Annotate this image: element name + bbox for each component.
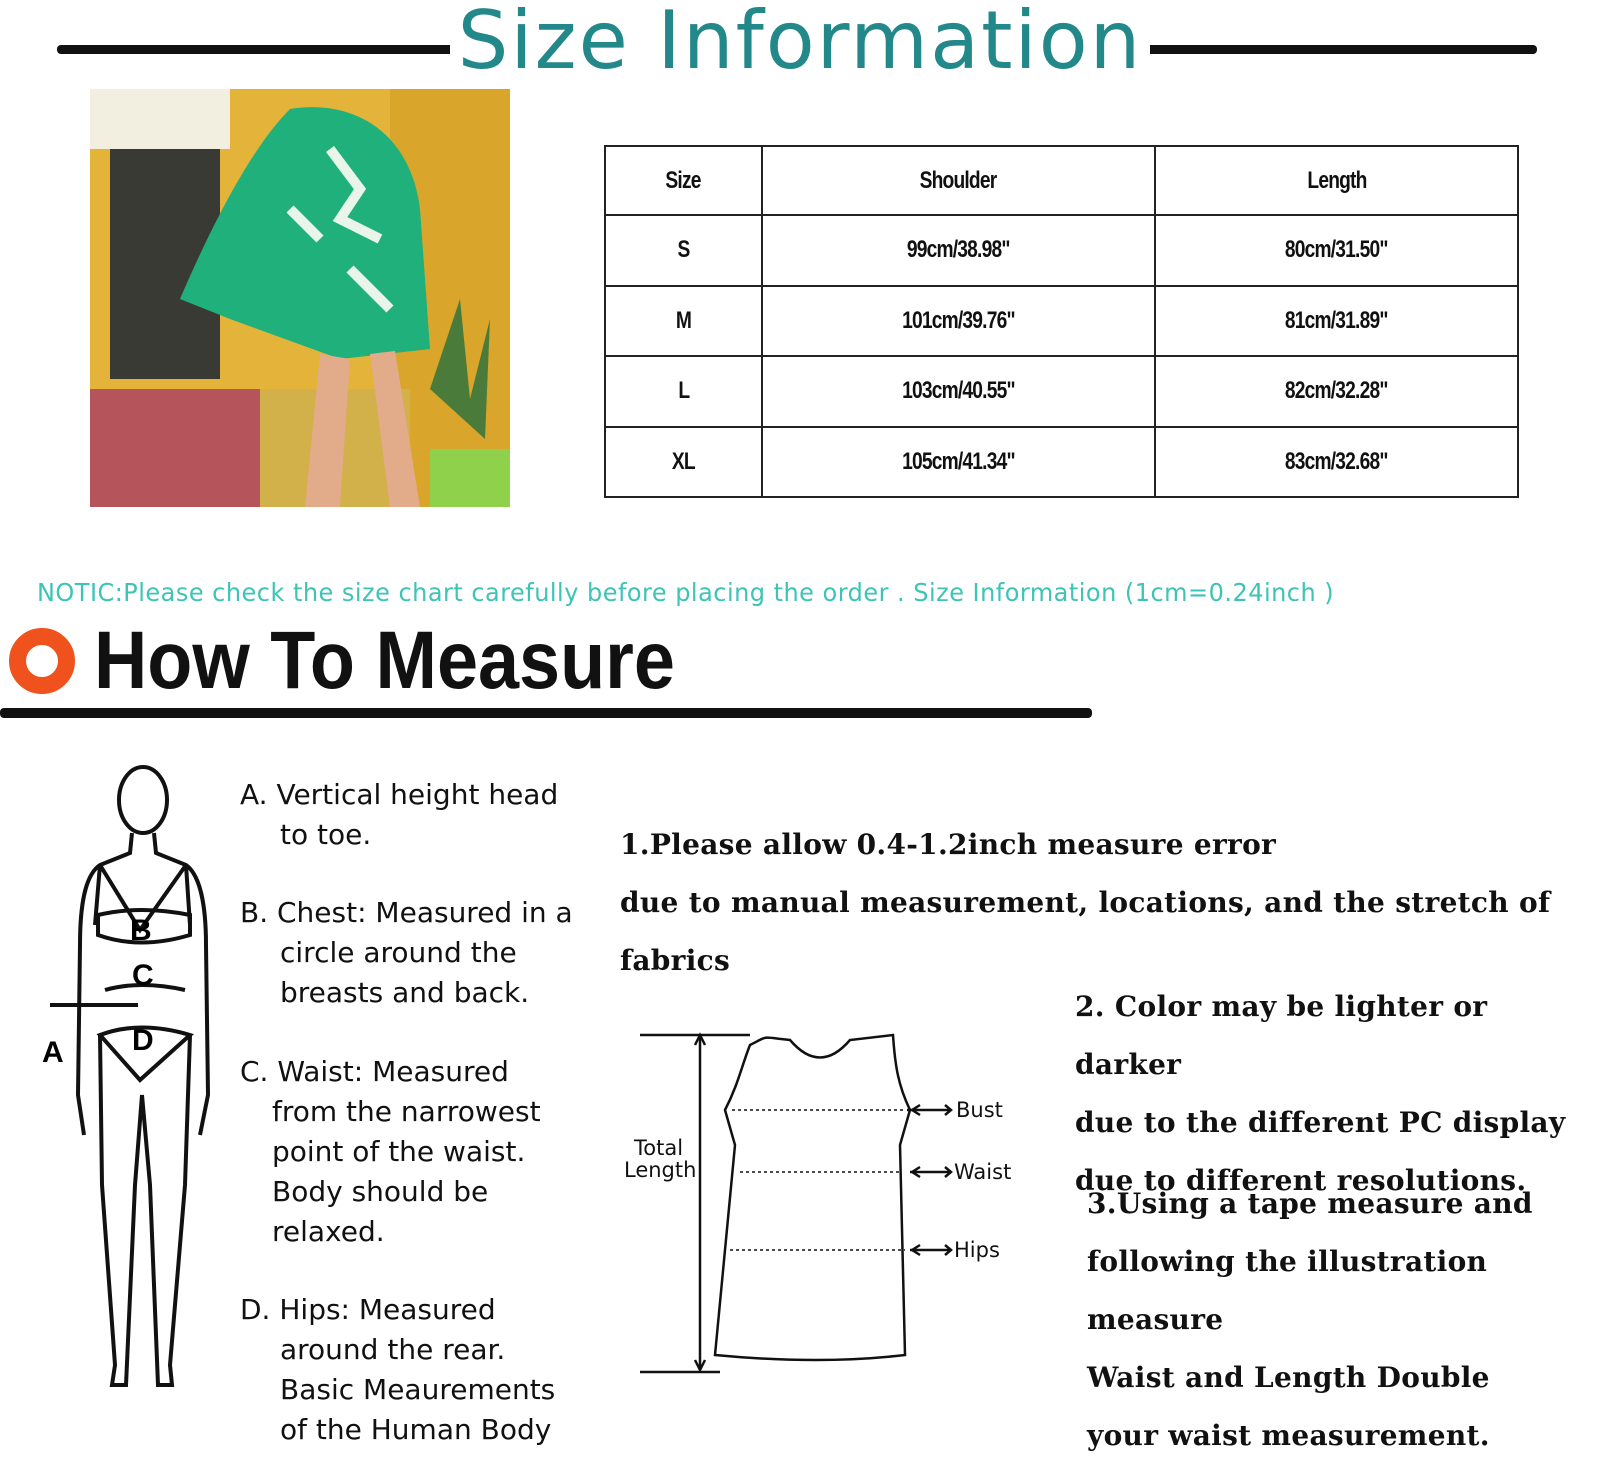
hips-label: Hips bbox=[954, 1238, 1000, 1262]
step-b bbox=[240, 893, 573, 1013]
orange-ring-icon bbox=[9, 628, 75, 694]
table-row bbox=[605, 286, 1518, 357]
step-text: to toe. bbox=[280, 818, 372, 851]
table-header-row bbox=[605, 146, 1518, 215]
size-table bbox=[604, 145, 1519, 498]
step-text: relaxed. bbox=[272, 1215, 385, 1248]
table-cell: L bbox=[605, 356, 762, 427]
table-cell: 80cm/31.50" bbox=[1155, 215, 1518, 286]
step-text: C. Waist: Measured bbox=[240, 1055, 509, 1088]
step-text: of the Human Body bbox=[280, 1413, 552, 1446]
table-cell: 105cm/41.34" bbox=[762, 427, 1155, 498]
size-notice: NOTIC:Please check the size chart carefully before placing the order . Size Information (1cm=0.24inch ) bbox=[37, 578, 1335, 607]
step-text: D. Hips: Measured bbox=[240, 1293, 496, 1326]
section-title: How To Measure bbox=[94, 615, 675, 706]
table-row bbox=[605, 215, 1518, 286]
table-header-cell: Shoulder bbox=[762, 146, 1155, 215]
step-text: point of the waist. bbox=[272, 1135, 526, 1168]
note-text: due to different resolutions. bbox=[1075, 1164, 1527, 1197]
body-figure-icon bbox=[40, 765, 230, 1415]
step-text: circle around the bbox=[280, 936, 517, 969]
page-title: Size Information bbox=[0, 0, 1600, 87]
table-cell: 81cm/31.89" bbox=[1155, 286, 1518, 357]
note-text: 2. Color may be lighter or darker bbox=[1075, 990, 1488, 1081]
step-c bbox=[240, 1052, 541, 1252]
step-text: A. Vertical height head bbox=[240, 778, 559, 811]
body-label-b: B bbox=[130, 914, 152, 947]
note-3 bbox=[1087, 1175, 1600, 1465]
step-text: from the narrowest bbox=[272, 1095, 541, 1128]
table-header-cell: Size bbox=[605, 146, 762, 215]
body-label-d: D bbox=[132, 1024, 154, 1057]
dress-diagram bbox=[620, 1025, 1030, 1385]
step-text: around the rear. bbox=[280, 1333, 506, 1366]
table-cell: 83cm/32.68" bbox=[1155, 427, 1518, 498]
note-1 bbox=[620, 816, 1600, 990]
note-text: your waist measurement. bbox=[1087, 1419, 1490, 1452]
table-cell: 103cm/40.55" bbox=[762, 356, 1155, 427]
waist-label: Waist bbox=[954, 1160, 1012, 1184]
body-label-c: C bbox=[132, 959, 154, 992]
note-text: 3.Using a tape measure and bbox=[1087, 1187, 1533, 1220]
note-text: Waist and Length Double bbox=[1087, 1361, 1490, 1394]
step-a bbox=[240, 775, 558, 855]
step-d bbox=[240, 1290, 555, 1450]
section-rule bbox=[0, 708, 1092, 718]
step-text: B. Chest: Measured in a bbox=[240, 896, 573, 929]
table-cell: 99cm/38.98" bbox=[762, 215, 1155, 286]
step-text: Body should be bbox=[272, 1175, 489, 1208]
note-text: following the illustration measure bbox=[1087, 1245, 1488, 1336]
table-row bbox=[605, 427, 1518, 498]
table-cell: S bbox=[605, 215, 762, 286]
body-label-a: A bbox=[42, 1036, 64, 1069]
bust-label: Bust bbox=[956, 1098, 1003, 1122]
step-text: breasts and back. bbox=[280, 976, 530, 1009]
table-header-cell: Length bbox=[1155, 146, 1518, 215]
note-text: due to manual measurement, locations, and the stretch of fabrics bbox=[620, 886, 1551, 977]
product-photo bbox=[90, 89, 510, 507]
table-row bbox=[605, 356, 1518, 427]
step-text: Basic Meaurements bbox=[280, 1373, 556, 1406]
note-text: 1.Please allow 0.4-1.2inch measure error bbox=[620, 828, 1277, 861]
total-label: Total bbox=[634, 1136, 684, 1160]
note-text: due to the different PC display bbox=[1075, 1106, 1566, 1139]
table-cell: 82cm/32.28" bbox=[1155, 356, 1518, 427]
table-cell: 101cm/39.76" bbox=[762, 286, 1155, 357]
table-cell: M bbox=[605, 286, 762, 357]
length-label: Length bbox=[624, 1158, 697, 1182]
table-cell: XL bbox=[605, 427, 762, 498]
